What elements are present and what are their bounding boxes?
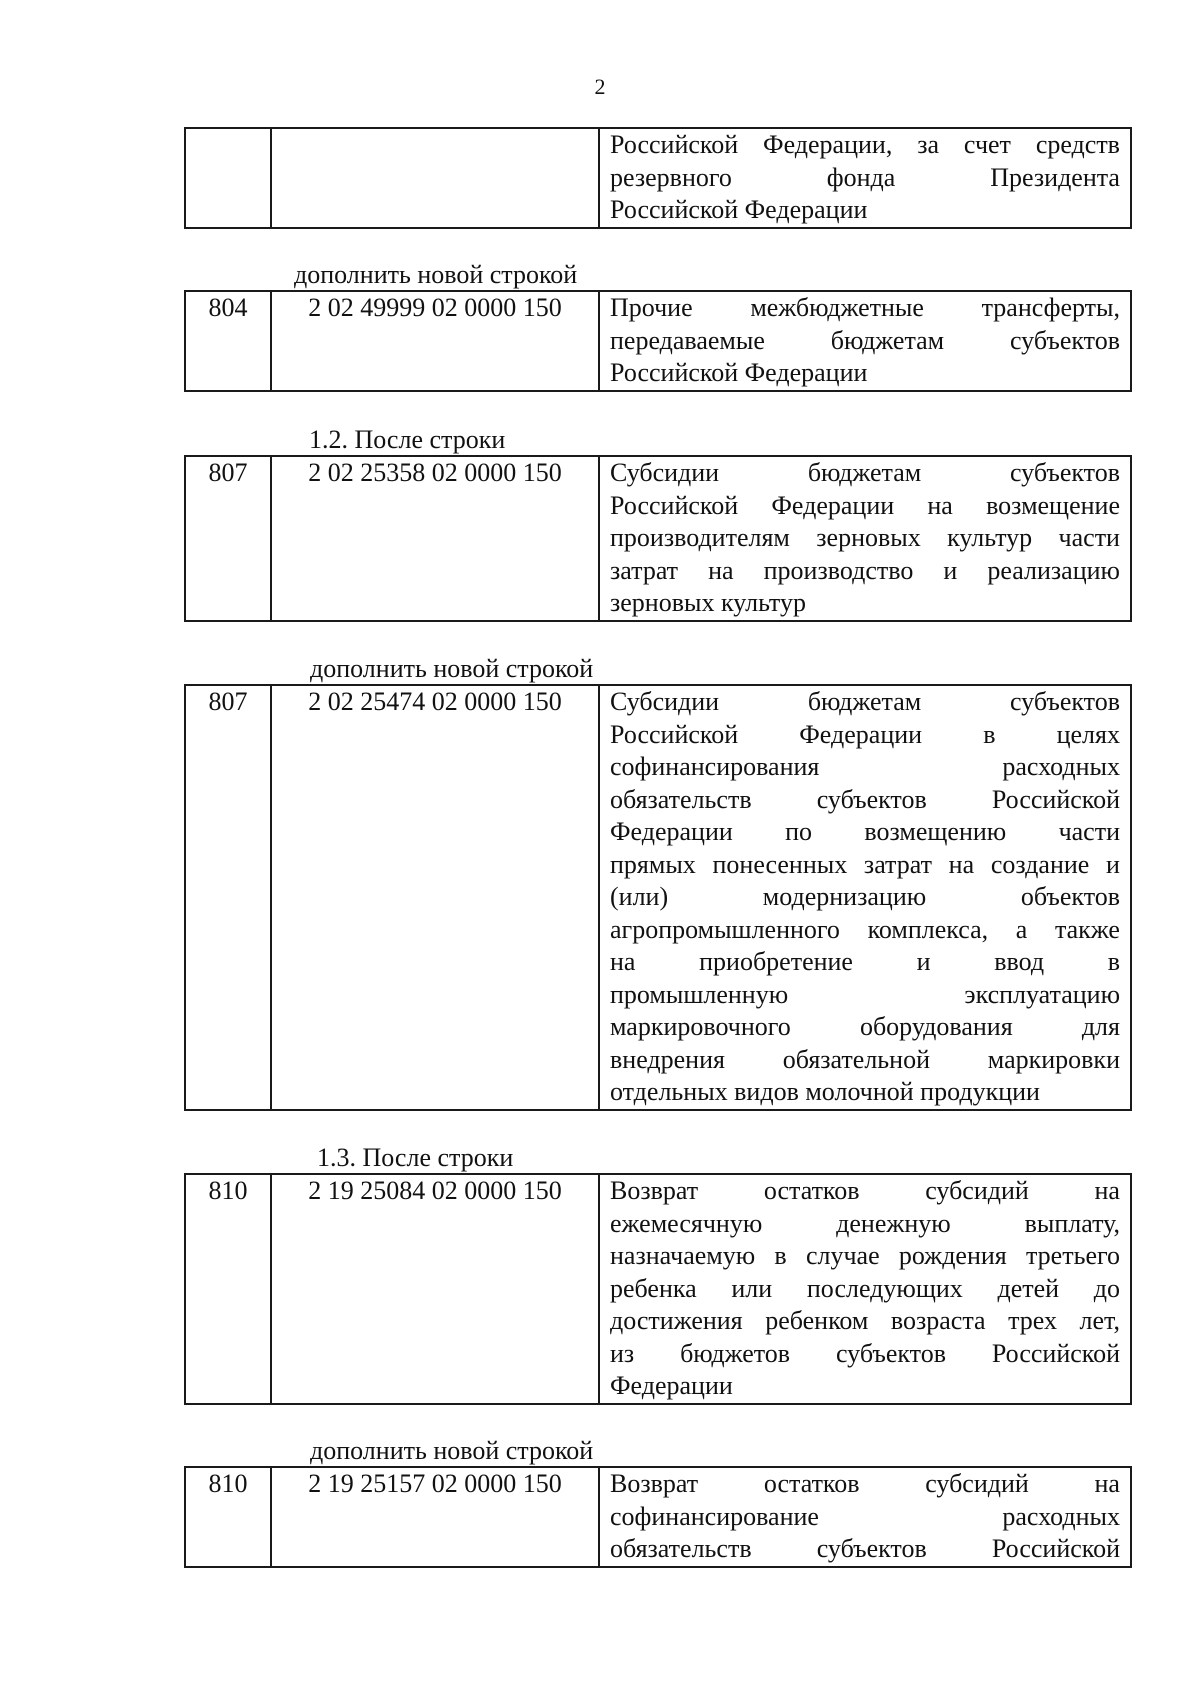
table-row xyxy=(185,291,1131,391)
section-caption: 1.3. После строки xyxy=(317,1143,514,1172)
budget-code-table xyxy=(184,127,1132,229)
amendment-section xyxy=(184,1436,1132,1568)
name-line: Субсидии бюджетам субъектов xyxy=(610,458,1120,487)
admin-code-cell: 807 xyxy=(185,685,271,1110)
name-cell xyxy=(599,456,1131,621)
name-line: зерновых культур xyxy=(610,588,806,617)
name-line: назначаемую в случае рождения третьего xyxy=(610,1241,1120,1270)
budget-code-table xyxy=(184,1173,1132,1405)
section-caption: дополнить новой строкой xyxy=(294,260,578,289)
name-line: прямых понесенных затрат на создание и xyxy=(610,849,1120,879)
continuation-section xyxy=(184,127,1132,229)
table-row xyxy=(185,456,1131,621)
name-line: Субсидии бюджетам субъектов xyxy=(610,687,1120,716)
table-row xyxy=(185,685,1131,1110)
name-line: из бюджетов субъектов Российской xyxy=(610,1338,1120,1368)
amendment-section xyxy=(184,425,1132,622)
name-line: на приобретение и ввод в xyxy=(610,947,1120,976)
amendment-section xyxy=(184,1143,1132,1405)
budget-code-cell xyxy=(271,128,599,228)
budget-code-cell: 2 19 25157 02 0000 150 xyxy=(271,1467,599,1567)
name-cell xyxy=(599,291,1131,391)
name-line: софинансирования расходных xyxy=(610,752,1120,781)
name-line: Возврат остатков субсидий на xyxy=(610,1469,1120,1498)
table-row xyxy=(185,1467,1131,1567)
name-line: обязательств субъектов Российской xyxy=(610,784,1120,814)
name-cell xyxy=(599,1467,1131,1567)
section-caption: дополнить новой строкой xyxy=(310,1436,594,1465)
budget-code-table xyxy=(184,684,1132,1111)
budget-code-table xyxy=(184,1466,1132,1568)
admin-code-cell: 804 xyxy=(185,291,271,391)
table-row xyxy=(185,128,1131,228)
name-line: Прочие межбюджетные трансферты, xyxy=(610,293,1120,322)
budget-code-cell: 2 02 25474 02 0000 150 xyxy=(271,685,599,1110)
name-line: передаваемые бюджетам субъектов xyxy=(610,325,1120,355)
name-line: агропромышленного комплекса, а также xyxy=(610,914,1120,944)
name-line: Федерации по возмещению части xyxy=(610,817,1120,846)
name-line: Российской Федерации, за счет средств xyxy=(610,130,1120,159)
budget-code-table xyxy=(184,455,1132,622)
name-line: производителям зерновых культур части xyxy=(610,523,1120,552)
name-line: софинансирование расходных xyxy=(610,1501,1120,1531)
name-line: затрат на производство и реализацию xyxy=(610,555,1120,585)
amendment-section xyxy=(184,654,1132,1111)
amendment-section xyxy=(184,260,1132,392)
admin-code-cell: 810 xyxy=(185,1467,271,1567)
name-line: обязательств субъектов Российской xyxy=(610,1534,1120,1563)
name-line: Российской Федерации xyxy=(610,195,868,224)
name-line: резервного фонда Президента xyxy=(610,162,1120,192)
name-line: промышленную эксплуатацию xyxy=(610,979,1120,1009)
budget-code-table xyxy=(184,290,1132,392)
table-row xyxy=(185,1174,1131,1404)
admin-code-cell: 807 xyxy=(185,456,271,621)
name-line: внедрения обязательной маркировки xyxy=(610,1044,1120,1074)
name-line: маркировочного оборудования для xyxy=(610,1012,1120,1041)
budget-code-cell: 2 02 25358 02 0000 150 xyxy=(271,456,599,621)
name-line: Российской Федерации на возмещение xyxy=(610,490,1120,520)
section-caption: дополнить новой строкой xyxy=(310,654,594,683)
name-cell xyxy=(599,1174,1131,1404)
name-line: достижения ребенком возраста трех лет, xyxy=(610,1306,1120,1335)
name-line: Возврат остатков субсидий на xyxy=(610,1176,1120,1205)
budget-code-cell: 2 19 25084 02 0000 150 xyxy=(271,1174,599,1404)
name-line: (или) модернизацию объектов xyxy=(610,882,1120,911)
name-line: Российской Федерации в целях xyxy=(610,719,1120,749)
name-line: Российской Федерации xyxy=(610,358,868,387)
page-number: 2 xyxy=(594,74,606,99)
admin-code-cell: 810 xyxy=(185,1174,271,1404)
name-line: ребенка или последующих детей до xyxy=(610,1273,1120,1303)
name-cell xyxy=(599,685,1131,1110)
name-line: отдельных видов молочной продукции xyxy=(610,1077,1040,1106)
name-cell xyxy=(599,128,1131,228)
name-line: ежемесячную денежную выплату, xyxy=(610,1208,1120,1238)
budget-code-cell: 2 02 49999 02 0000 150 xyxy=(271,291,599,391)
section-caption: 1.2. После строки xyxy=(309,425,506,454)
admin-code-cell xyxy=(185,128,271,228)
name-line: Федерации xyxy=(610,1371,733,1400)
